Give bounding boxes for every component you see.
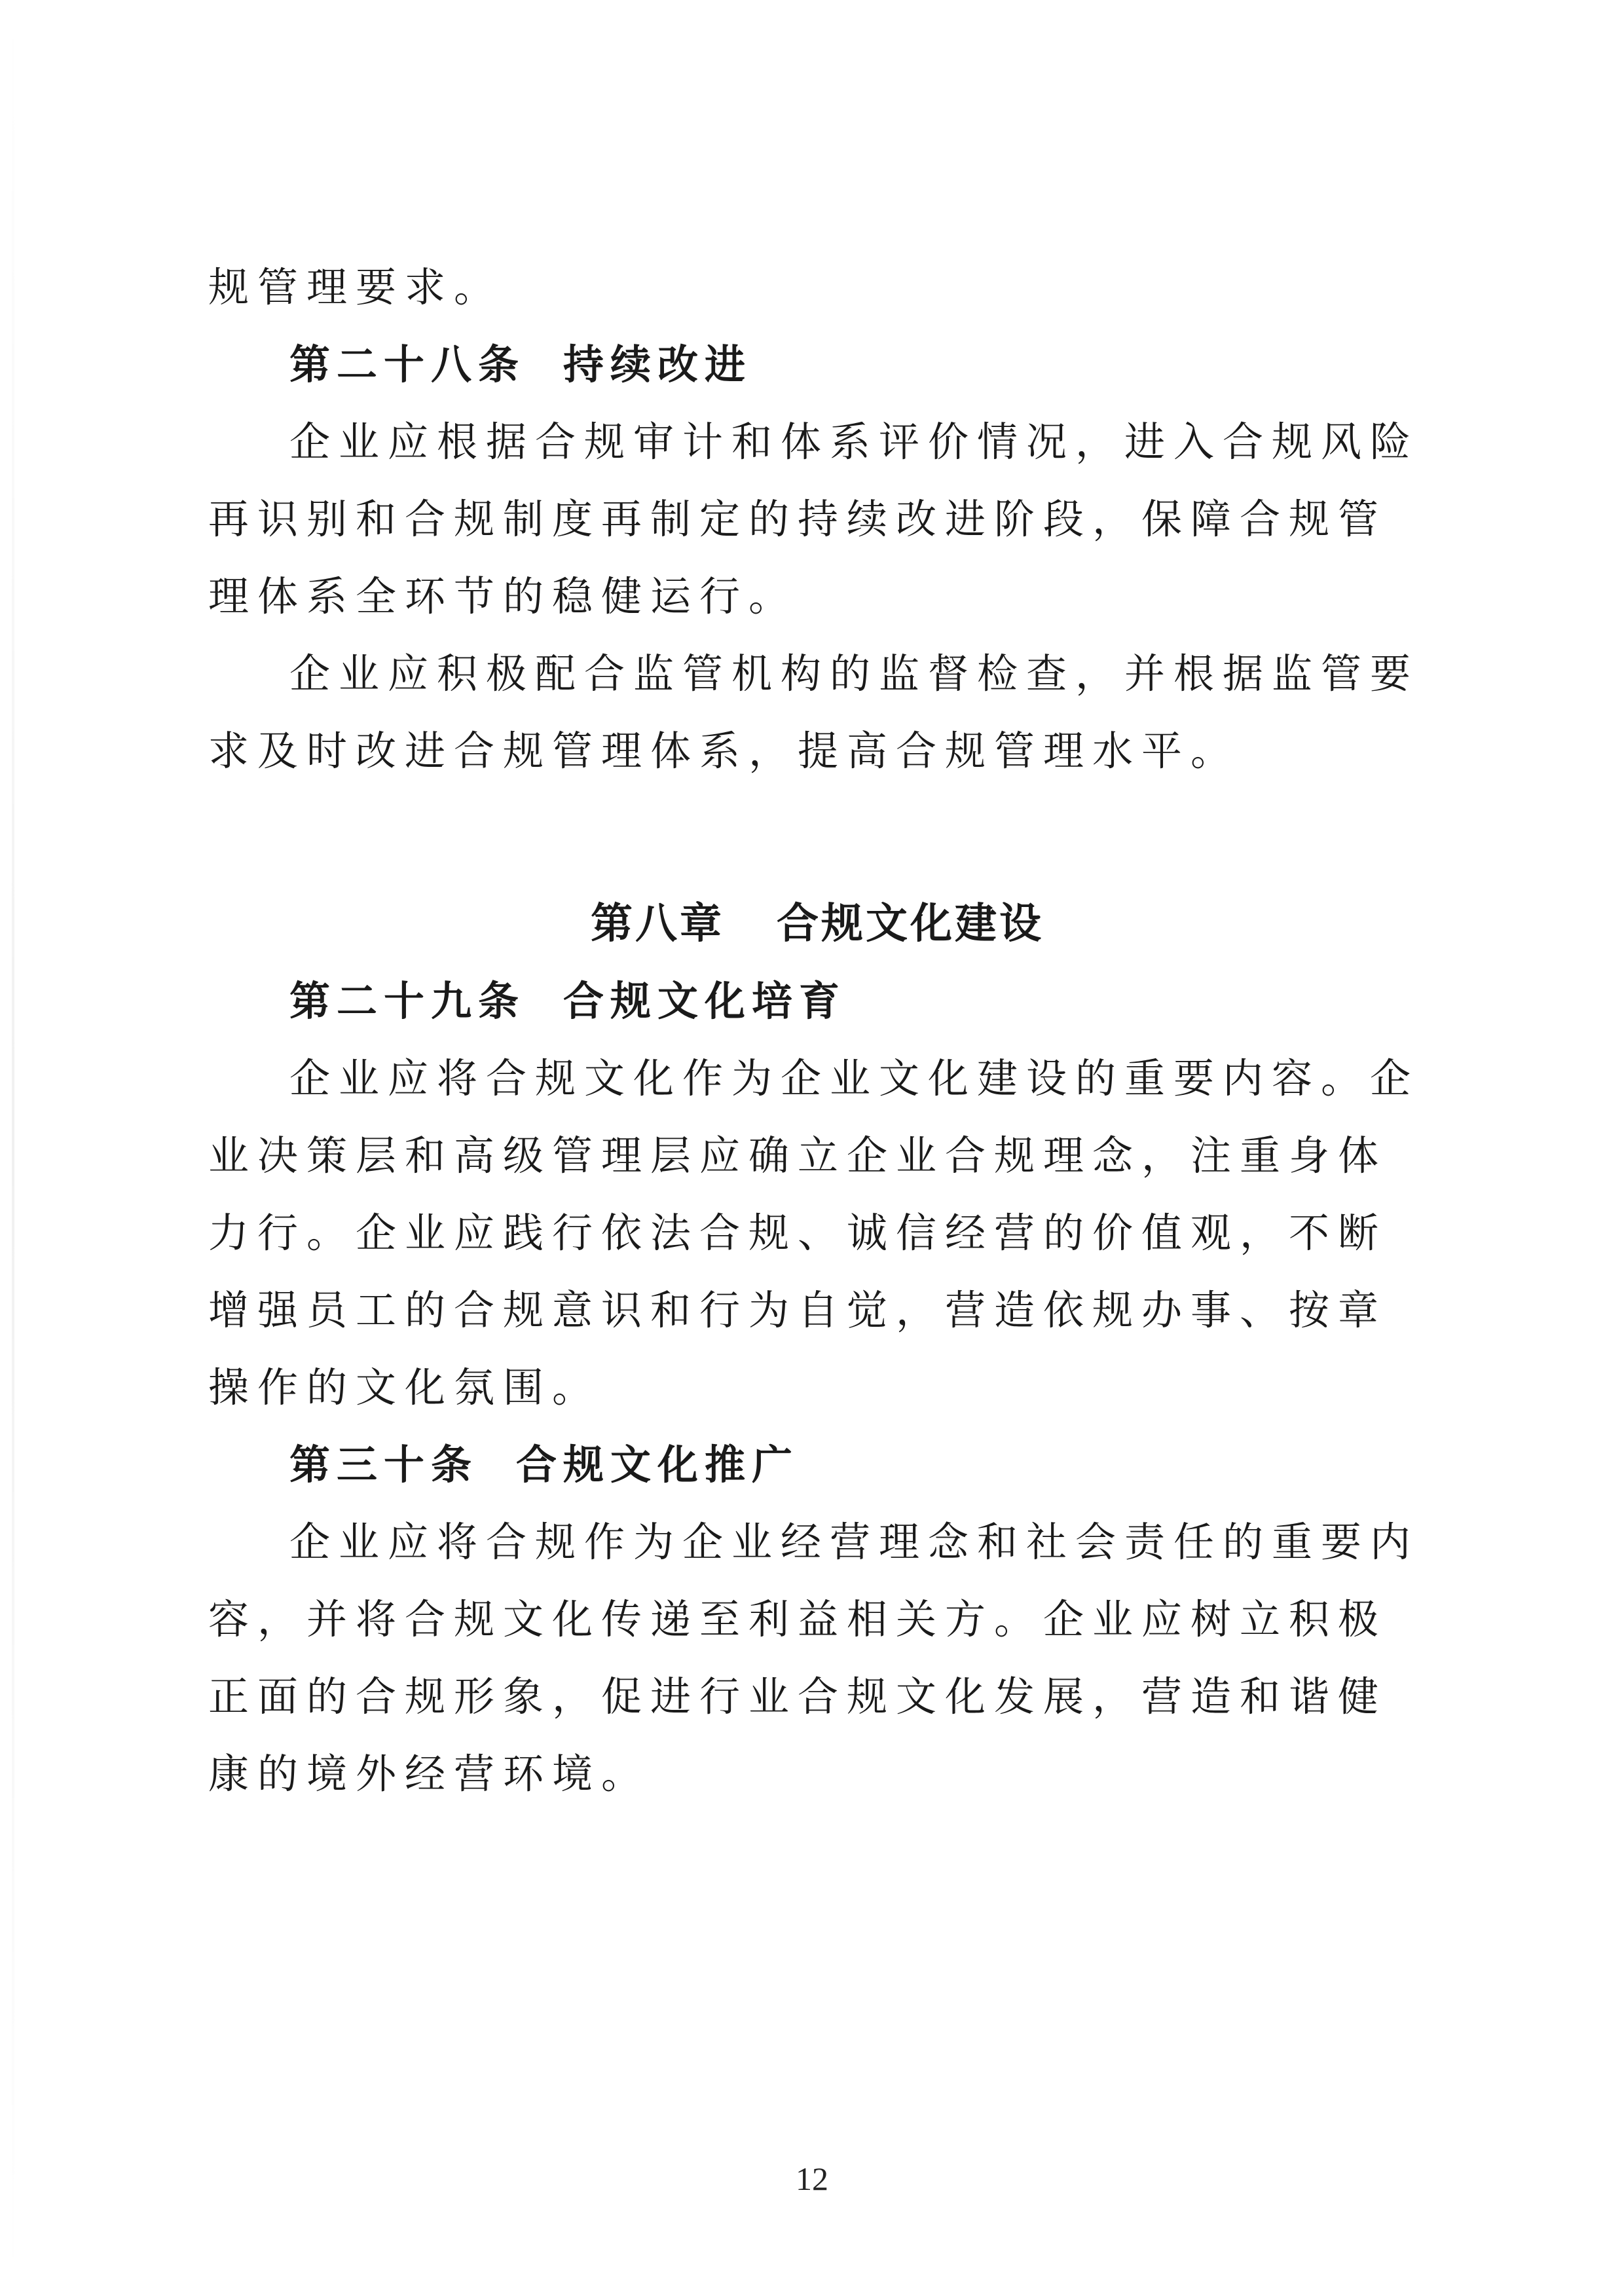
article-number: 第二十九条	[289, 977, 526, 1025]
article-heading-30	[208, 1426, 1426, 1504]
paragraph: 企业应积极配合监管机构的监督检查，并根据监管要求及时改进合规管理体系，提高合规管理水平。	[208, 650, 1420, 775]
article-heading-28	[208, 326, 1426, 403]
chapter-number: 第八章	[591, 900, 724, 948]
chapter-title: 合规文化建设	[777, 900, 1044, 948]
paragraph: 企业应将合规作为企业经营理念和社会责任的重要内容，并将合规文化传递至利益相关方。企业应树立积极正面的合规形象，促进行业合规文化发展，营造和谐健康的境外经营环境。	[208, 1518, 1420, 1798]
paragraph: 企业应根据合规审计和体系评价情况，进入合规风险再识别和合规制度再制定的持续改进阶段，保障合规管理体系全环节的稳健运行。	[208, 418, 1420, 620]
page-number: 12	[796, 2160, 828, 2197]
article-title: 合规文化培育	[563, 977, 847, 1025]
article-title: 合规文化推广	[516, 1441, 800, 1489]
document-body	[208, 249, 1426, 1813]
paragraph-continuation: 规管理要求。	[208, 263, 504, 311]
article-title: 持续改进	[563, 341, 752, 388]
article-number: 第三十条	[289, 1441, 479, 1489]
article-heading-29	[208, 963, 1426, 1040]
scan-edge-shadow	[12, 0, 14, 2296]
chapter-heading-8	[208, 885, 1426, 963]
paragraph: 企业应将合规文化作为企业文化建设的重要内容。企业决策层和高级管理层应确立企业合规理念，注重身体力行。企业应践行依法合规、诚信经营的价值观，不断增强员工的合规意识和行为自觉，营造依规办事、按章操作的文化氛围。	[208, 1054, 1420, 1411]
article-number: 第二十八条	[289, 341, 526, 388]
